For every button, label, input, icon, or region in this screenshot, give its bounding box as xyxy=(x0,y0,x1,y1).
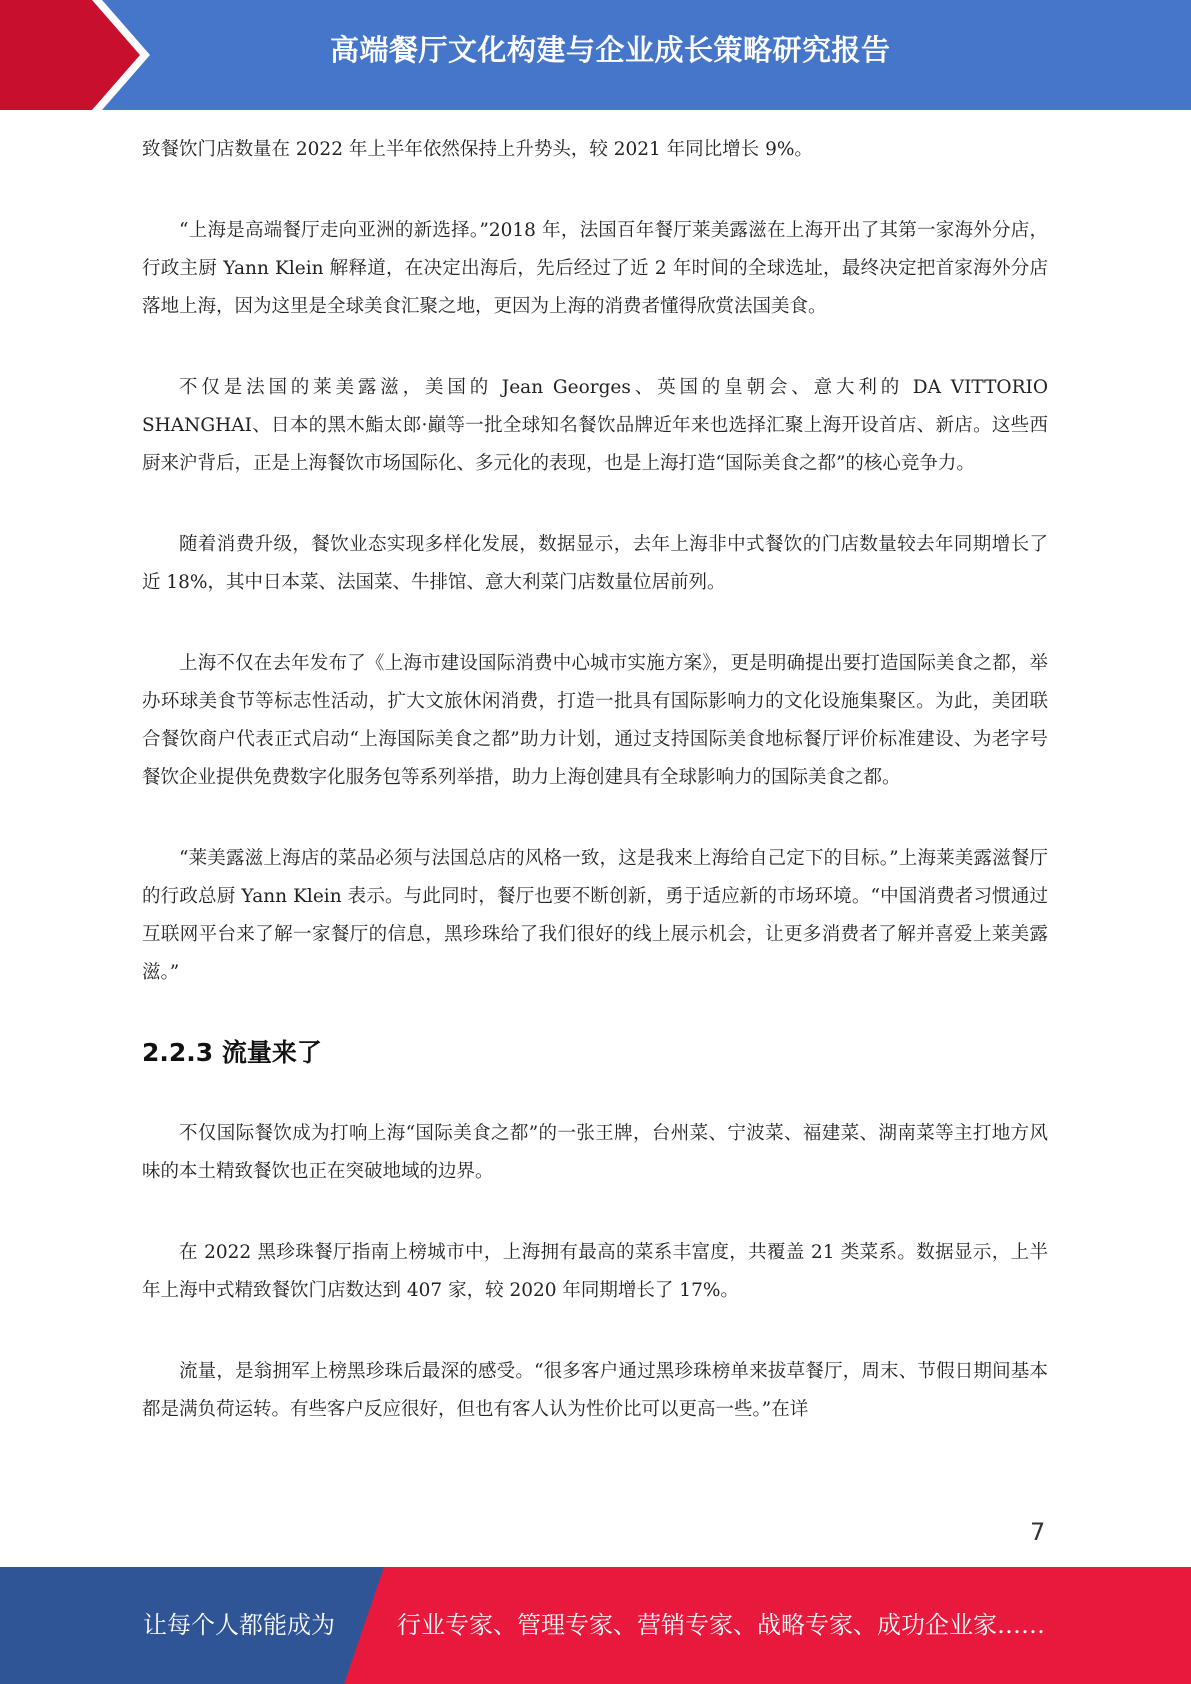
paragraph: 流量，是翁拥军上榜黑珍珠后最深的感受。“很多客户通过黑珍珠榜单来拔草餐厅，周末、节假日期间基本都是满负荷运转。有些客户反应很好，但也有客人认为性价比可以更高一些。”在详 xyxy=(142,1361,1048,1420)
footer-slogan-left: 让每个人都能成为 xyxy=(143,1611,335,1639)
paragraph: “上海是高端餐厅走向亚洲的新选择。”2018 年，法国百年餐厅莱美露滋在上海开出了其第一家海外分店，行政主厨 Yann Klein 解释道，在决定出海后，先后经过了近 2 年时间的全球选址，最终决定把首家海外分店落地上海，因为这里是全球美食汇聚之地，更因为上海的消费者懂得欣赏法国美食。 xyxy=(142,220,1048,317)
paragraph: 随着消费升级，餐饮业态实现多样化发展，数据显示，去年上海非中式餐饮的门店数量较去年同期增长了近 18%，其中日本菜、法国菜、牛排馆、意大利菜门店数量位居前列。 xyxy=(142,534,1048,593)
section-heading: 2.2.3 流量来了 xyxy=(142,1038,322,1067)
page-number: 7 xyxy=(1030,1518,1046,1546)
header-red-arrow xyxy=(0,0,140,110)
paragraph: “莱美露滋上海店的菜品必须与法国总店的风格一致，这是我来上海给自己定下的目标。”上海莱美露滋餐厅的行政总厨 Yann Klein 表示。与此同时，餐厅也要不断创新，勇于适应新的市场环境。“中国消费者习惯通过互联网平台来了解一家餐厅的信息，黑珍珠给了我们很好的线上展示机会，让更多消费者了解并喜爱上莱美露滋。” xyxy=(142,848,1048,983)
page-header xyxy=(0,0,1191,110)
paragraph: 致餐饮门店数量在 2022 年上半年依然保持上升势头，较 2021 年同比增长 9%。 xyxy=(142,139,813,160)
main-content xyxy=(142,131,1048,1472)
page-footer xyxy=(0,1567,1191,1684)
footer-slogan-right: 行业专家、管理专家、营销专家、战略专家、成功企业家…… xyxy=(397,1611,1045,1639)
paragraph: 在 2022 黑珍珠餐厅指南上榜城市中，上海拥有最高的菜系丰富度，共覆盖 21 类菜系。数据显示，上半年上海中式精致餐饮门店数达到 407 家，较 2020 年同期增长了 17%。 xyxy=(142,1242,1048,1301)
paragraph: 不仅国际餐饮成为打响上海“国际美食之都”的一张王牌，台州菜、宁波菜、福建菜、湖南菜等主打地方风味的本土精致餐饮也正在突破地域的边界。 xyxy=(142,1123,1048,1182)
report-title: 高端餐厅文化构建与企业成长策略研究报告 xyxy=(330,33,891,67)
paragraph: 上海不仅在去年发布了《上海市建设国际消费中心城市实施方案》，更是明确提出要打造国际美食之都，举办环球美食节等标志性活动，扩大文旅休闲消费，打造一批具有国际影响力的文化设施集聚区。为此，美团联合餐饮商户代表正式启动“上海国际美食之都”助力计划，通过支持国际美食地标餐厅评价标准建设、为老字号餐饮企业提供免费数字化服务包等系列举措，助力上海创建具有全球影响力的国际美食之都。 xyxy=(142,653,1048,788)
header-arrow-decoration xyxy=(0,0,160,110)
paragraph: 不仅是法国的莱美露滋，美国的 Jean Georges、英国的皇朝会、意大利的 DA VITTORIO SHANGHAI、日本的黑木鮨太郎·巓等一批全球知名餐饮品牌近年来也选择汇聚上海开设首店、新店。这些西厨来沪背后，正是上海餐饮市场国际化、多元化的表现，也是上海打造“国际美食之都”的核心竞争力。 xyxy=(142,377,1048,474)
